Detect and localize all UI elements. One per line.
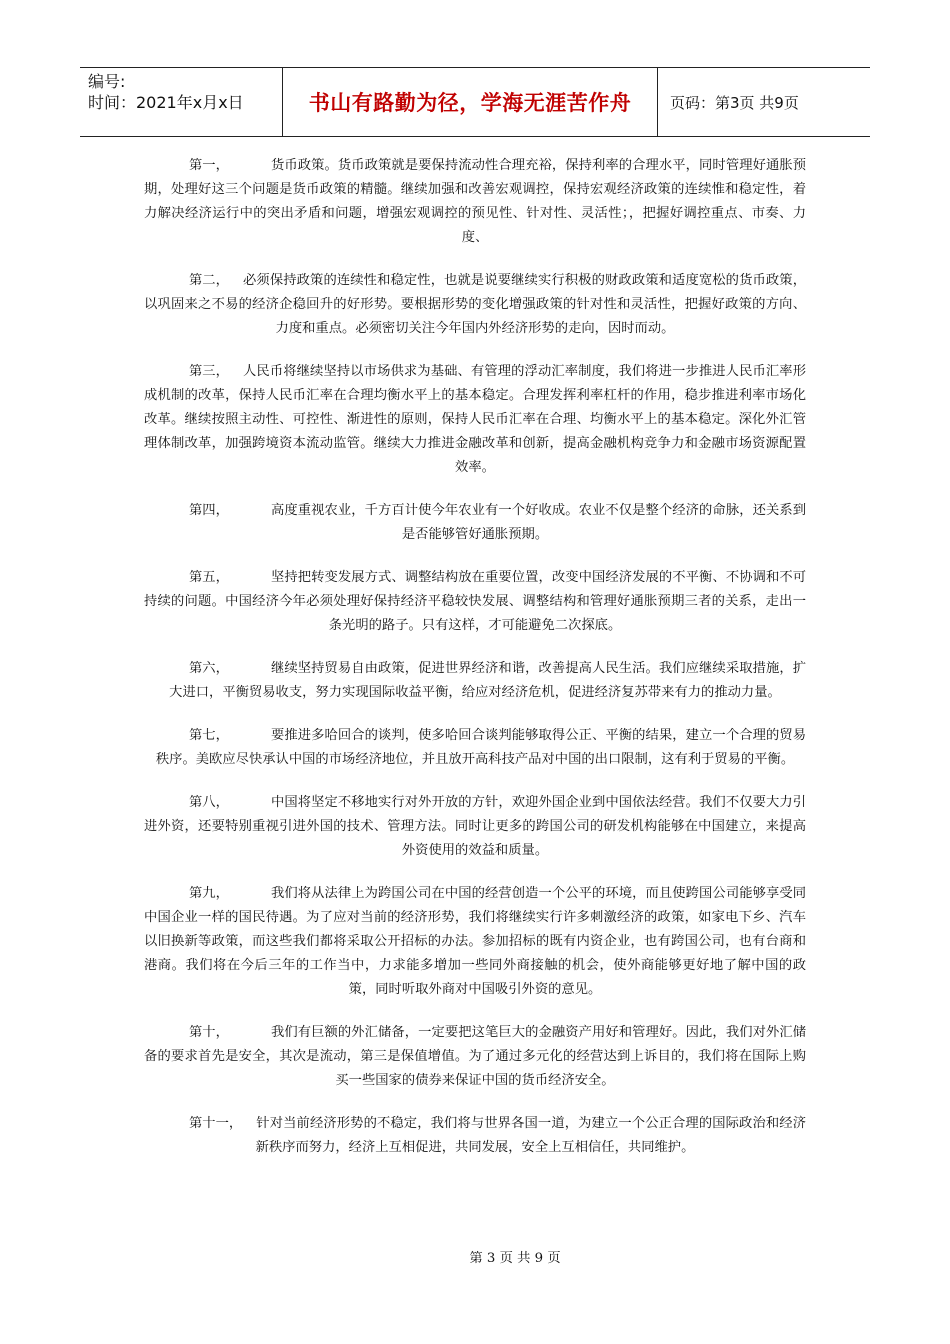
paragraph-label: 第八， bbox=[189, 795, 229, 810]
time-label: 时间：2021年x月x日 bbox=[88, 93, 244, 112]
paragraph-5 bbox=[144, 566, 806, 638]
page-footer: 第 3 页 共 9 页 bbox=[469, 1251, 561, 1266]
paragraph-6 bbox=[144, 657, 806, 705]
paragraph-text: 必须保持政策的连续性和稳定性，也就是说要继续实行积极的财政政策和适度宽松的货币政策，以巩固来之不易的经济企稳回升的好形势。要根据形势的变化增强政策的针对性和灵活性，把握好政策的方向、力度和重点。必须密切关注今年国内外经济形势的走向，因时而动。 bbox=[144, 273, 806, 336]
paragraph-label: 第九， bbox=[189, 886, 229, 901]
document-body bbox=[144, 154, 806, 1179]
paragraph-text: 人民币将继续坚持以市场供求为基础、有管理的浮动汇率制度，我们将进一步推进人民币汇率形成机制的改革，保持人民币汇率在合理均衡水平上的基本稳定。合理发挥利率杠杆的作用，稳步推进利率市场化改革。继续按照主动性、可控性、渐进性的原则，保持人民币汇率在合理、均衡水平上的基本稳定。深化外汇管理体制改革，加强跨境资本流动监管。继续大力推进金融改革和创新，提高金融机构竞争力和金融市场资源配置效率。 bbox=[144, 364, 806, 475]
page-header bbox=[80, 67, 870, 137]
paragraph-4 bbox=[144, 499, 806, 547]
paragraph-label: 第二， bbox=[189, 273, 229, 288]
paragraph-1 bbox=[144, 154, 806, 250]
paragraph-10 bbox=[144, 1021, 806, 1093]
paragraph-text: 中国将坚定不移地实行对外开放的方针，欢迎外国企业到中国依法经营。我们不仅要大力引进外资，还要特别重视引进外国的技术、管理方法。同时让更多的跨国公司的研发机构能够在中国建立，来提高外资使用的效益和质量。 bbox=[144, 795, 806, 858]
paragraph-text: 继续坚持贸易自由政策，促进世界经济和谐，改善提高人民生活。我们应继续采取措施，扩大进口，平衡贸易收支，努力实现国际收益平衡，给应对经济危机，促进经济复苏带来有力的推动力量。 bbox=[169, 661, 806, 700]
header-motto: 书山有路勤为径，学海无涯苦作舟 bbox=[283, 68, 658, 136]
number-label: 编号: bbox=[88, 72, 126, 91]
paragraph-label: 第六， bbox=[189, 661, 229, 676]
paragraph-2 bbox=[144, 269, 806, 341]
header-page-info: 页码：第3页 共9页 bbox=[670, 93, 799, 112]
paragraph-text: 要推进多哈回合的谈判，使多哈回合谈判能够取得公正、平衡的结果，建立一个合理的贸易秩序。美欧应尽快承认中国的市场经济地位，并且放开高科技产品对中国的出口限制，这有利于贸易的平衡。 bbox=[155, 728, 806, 767]
paragraph-text: 我们将从法律上为跨国公司在中国的经营创造一个公平的环境，而且使跨国公司能够享受同中国企业一样的国民待遇。为了应对当前的经济形势，我们将继续实行许多刺激经济的政策，如家电下乡、汽车以旧换新等政策，而这些我们都将采取公开招标的办法。参加招标的既有内资企业，也有跨国公司，也有台商和港商。我们将在今后三年的工作当中，力求能多增加一些同外商接触的机会，使外商能够更好地了解中国的政策，同时听取外商对中国吸引外资的意见。 bbox=[144, 886, 806, 997]
paragraph-text: 坚持把转变发展方式、调整结构放在重要位置，改变中国经济发展的不平衡、不协调和不可持续的问题。中国经济今年必须处理好保持经济平稳较快发展、调整结构和管理好通胀预期三者的关系，走出一条光明的路子。只有这样，才可能避免二次探底。 bbox=[144, 570, 806, 633]
paragraph-label: 第五， bbox=[189, 570, 229, 585]
paragraph-8 bbox=[144, 791, 806, 863]
header-meta bbox=[80, 68, 283, 136]
paragraph-label: 第三， bbox=[189, 364, 229, 379]
paragraph-label: 第十， bbox=[189, 1025, 229, 1040]
paragraph-label: 第一， bbox=[189, 158, 229, 173]
paragraph-9 bbox=[144, 882, 806, 1002]
paragraph-label: 第七， bbox=[189, 728, 229, 743]
paragraph-text: 货币政策。货币政策就是要保持流动性合理充裕，保持利率的合理水平，同时管理好通胀预期，处理好这三个问题是货币政策的精髓。继续加强和改善宏观调控，保持宏观经济政策的连续惟和稳定性，着力解决经济运行中的突出矛盾和问题，增强宏观调控的预见性、针对性、灵活性；，把握好调控重点、市奏、力度、 bbox=[144, 158, 806, 245]
paragraph-text: 针对当前经济形势的不稳定，我们将与世界各国一道，为建立一个公正合理的国际政治和经济新秩序而努力，经济上互相促进，共同发展，安全上互相信任，共同维护。 bbox=[255, 1116, 806, 1155]
paragraph-label: 第四， bbox=[189, 503, 229, 518]
paragraph-text: 我们有巨额的外汇储备，一定要把这笔巨大的金融资产用好和管理好。因此，我们对外汇储备的要求首先是安全，其次是流动，第三是保值增值。为了通过多元化的经营达到上诉目的，我们将在国际上购买一些国家的债券来保证中国的货币经济安全。 bbox=[144, 1025, 806, 1088]
paragraph-7 bbox=[144, 724, 806, 772]
paragraph-label: 第十一， bbox=[189, 1116, 243, 1131]
paragraph-3 bbox=[144, 360, 806, 480]
paragraph-11 bbox=[144, 1112, 806, 1160]
paragraph-text: 高度重视农业，千方百计使今年农业有一个好收成。农业不仅是整个经济的命脉，还关系到是否能够管好通胀预期。 bbox=[270, 503, 806, 542]
